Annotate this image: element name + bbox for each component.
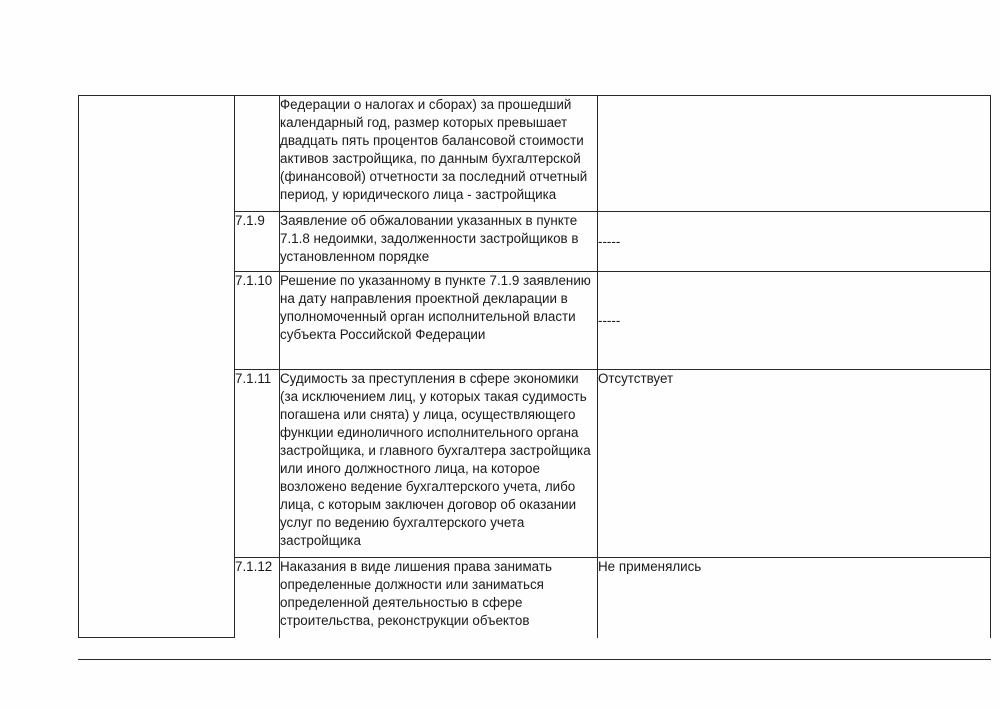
item-value-cell xyxy=(598,212,991,272)
item-description: Федерации о налогах и сборах) за прошедший календарный год, размер которых превышает двадцать пять процентов балансовой стоимости активов застройщика, по данным бухгалтерской (финансовой) отчетности за последний отчетный период, у юридического лица - застройщика xyxy=(280,96,598,212)
table-bottom-border xyxy=(78,659,991,660)
item-description: Заявление об обжаловании указанных в пункте 7.1.8 недоимки, задолженности застройщиков в установленном порядке xyxy=(280,212,598,272)
left-column-cell xyxy=(79,96,235,638)
declaration-table xyxy=(78,95,991,638)
item-value: Отсутствует xyxy=(598,370,991,558)
item-number: 7.1.9 xyxy=(235,212,280,272)
item-number: 7.1.12 xyxy=(235,558,280,638)
item-number xyxy=(235,96,280,212)
item-value: ----- xyxy=(598,233,621,249)
item-number: 7.1.11 xyxy=(235,370,280,558)
item-value-cell xyxy=(598,272,991,370)
item-value: Не применялись xyxy=(598,558,991,638)
table-row xyxy=(79,96,991,212)
item-number: 7.1.10 xyxy=(235,272,280,370)
item-description: Наказания в виде лишения права занимать определенные должности или заниматься определенной деятельностью в сфере строительства, реконструкции объектов xyxy=(280,558,598,638)
item-value xyxy=(598,96,991,212)
item-description: Решение по указанному в пункте 7.1.9 заявлению на дату направления проектной декларации в уполномоченный орган исполнительной власти субъекта Российской Федерации xyxy=(280,272,598,370)
item-value: ----- xyxy=(598,312,621,328)
item-description: Судимость за преступления в сфере экономики (за исключением лиц, у которых такая судимость погашена или снята) у лица, осуществляющего функции единоличного исполнительного органа застройщика, и главного бухгалтера застройщика или иного должностного лица, на которое возложено ведение бухгалтерского учета, либо лица, с которым заключен договор об оказании услуг по ведению бухгалтерского учета застройщика xyxy=(280,370,598,558)
